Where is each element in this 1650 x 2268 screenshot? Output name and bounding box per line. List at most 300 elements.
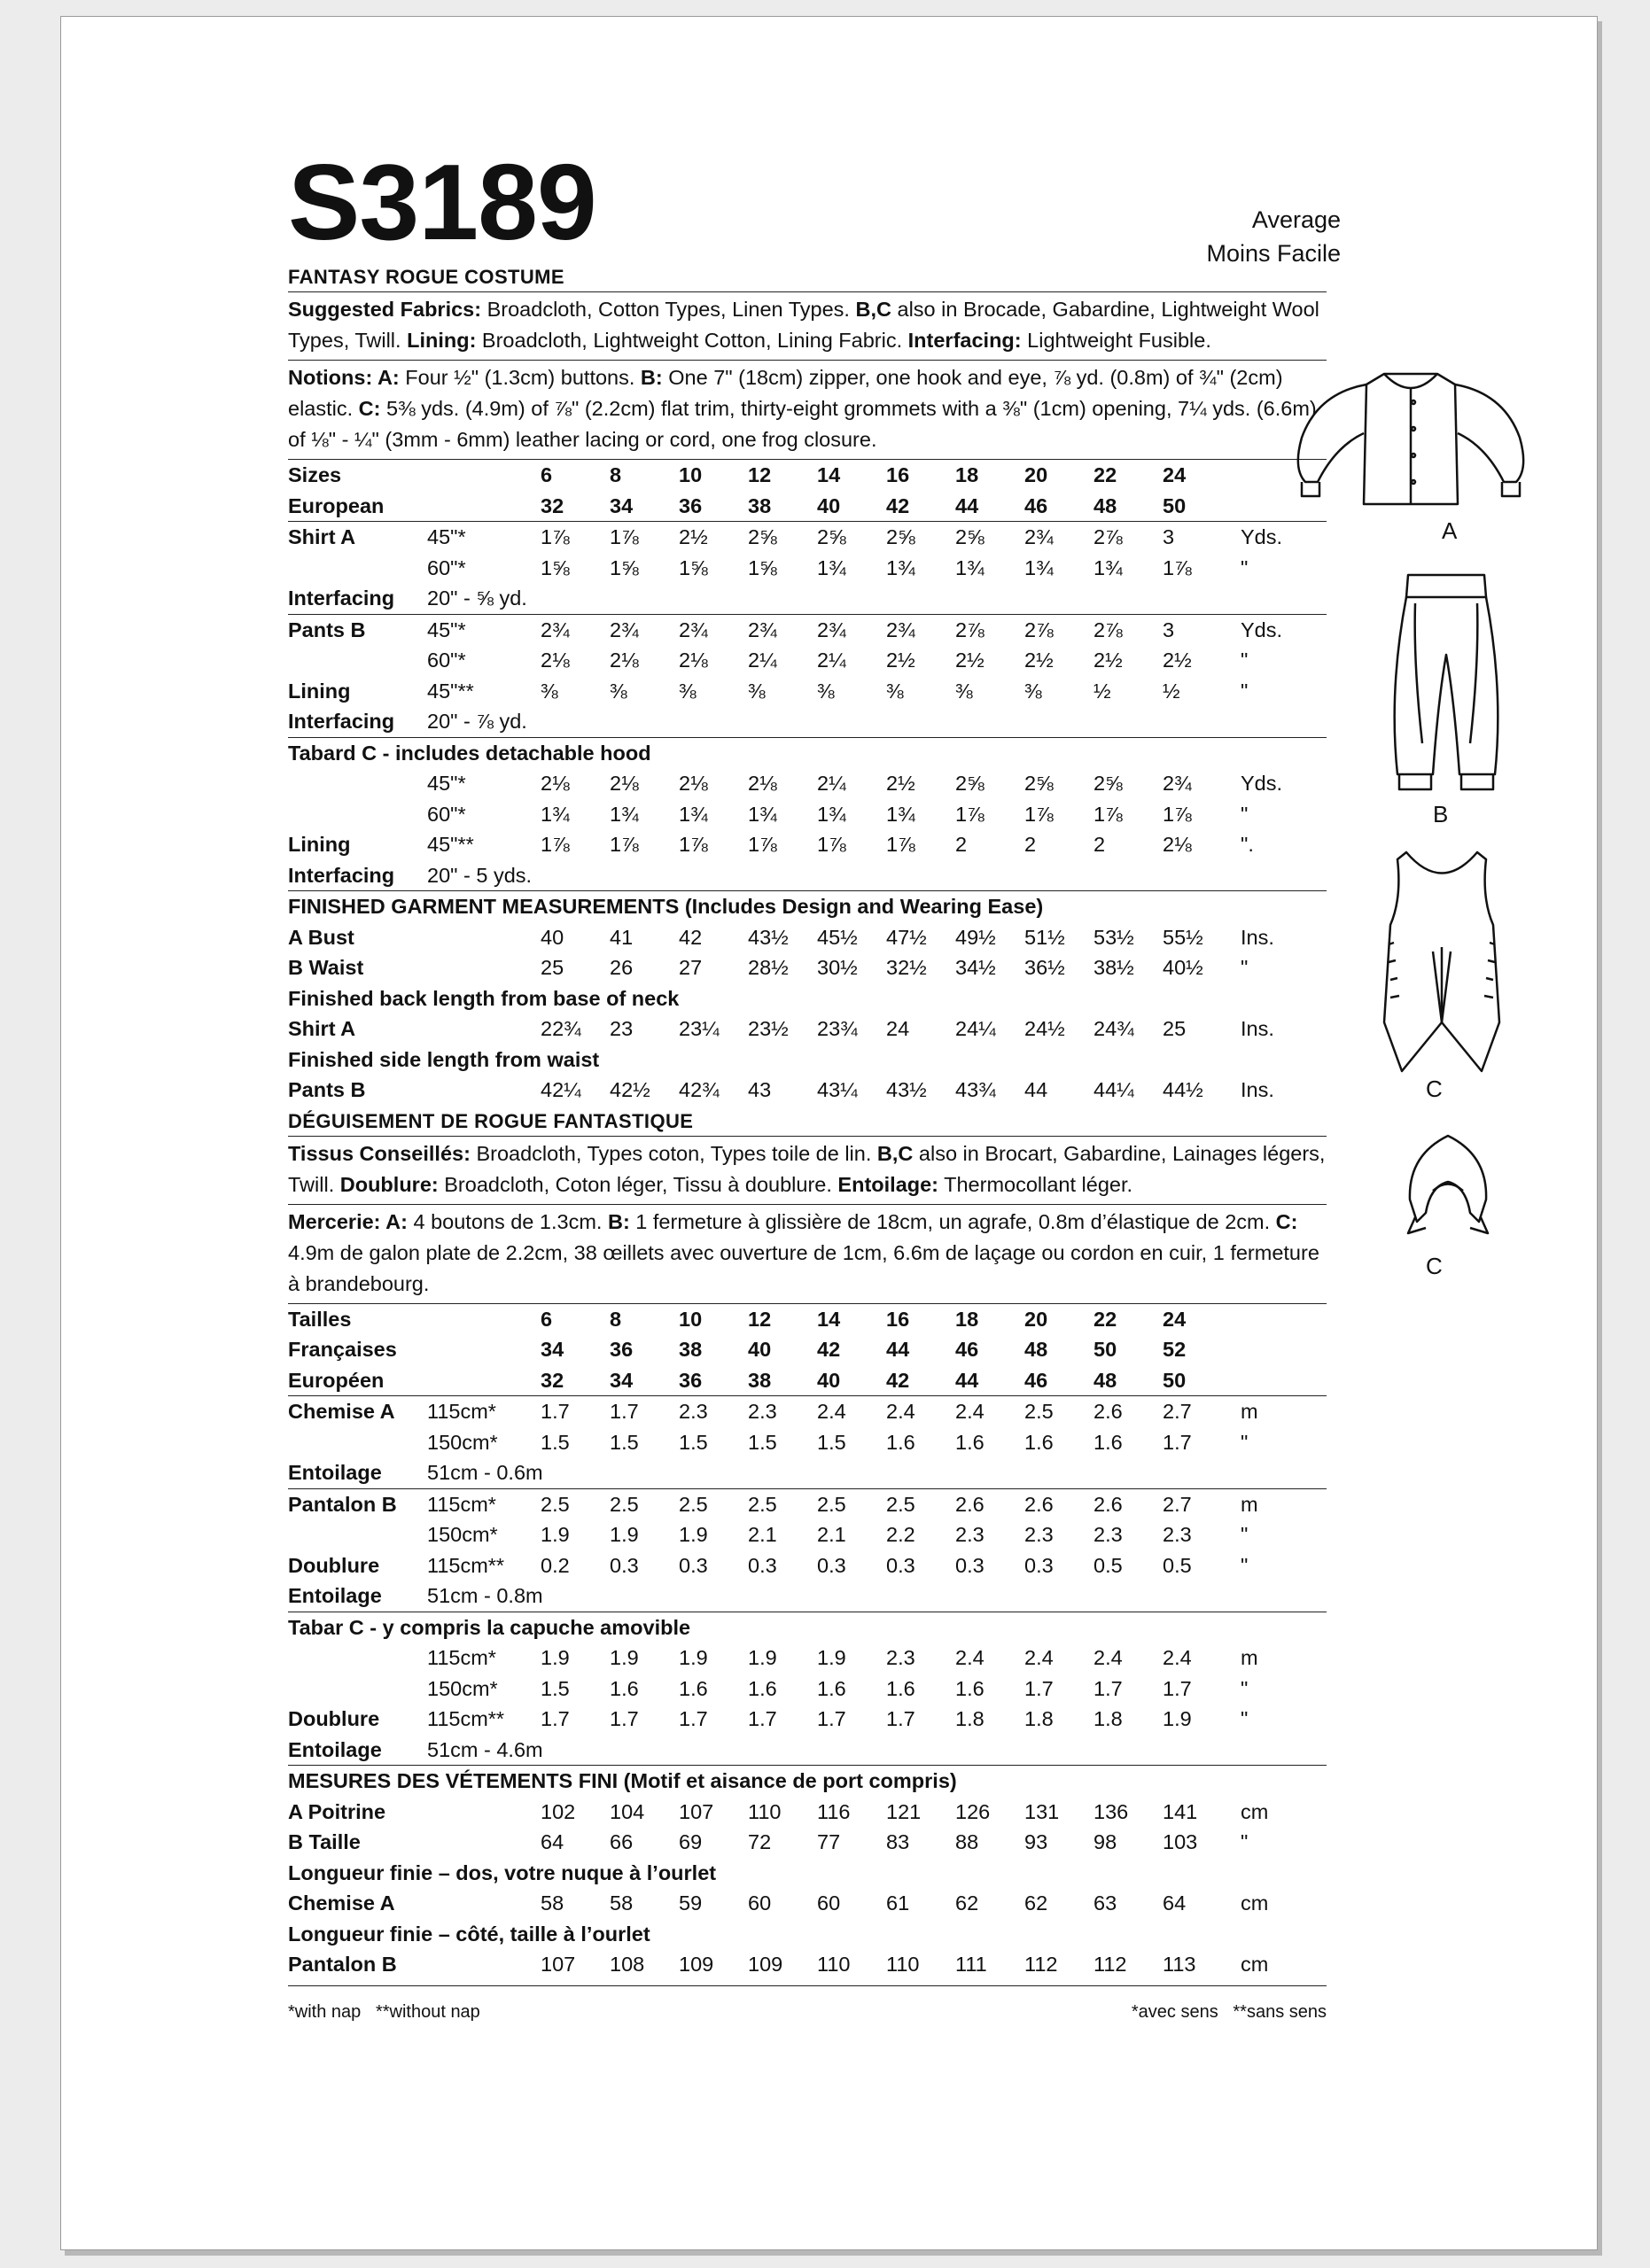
size-cell: 10 [679, 460, 748, 491]
unit-cell: " [1241, 555, 1249, 579]
row-label [288, 645, 427, 676]
row-label: Pants B [288, 614, 427, 645]
pants-row [288, 614, 1327, 645]
value-cell: 2⅛ [1163, 833, 1192, 856]
value-cell: 2.2 [886, 1523, 915, 1546]
unit-cell: Ins. [1241, 925, 1274, 949]
fr-fabrics-interfacing-label: Entoilage: [837, 1172, 939, 1196]
row-width: 60"* [427, 802, 466, 826]
value-cell: 1.6 [610, 1676, 639, 1700]
value-cell: 1.6 [955, 1430, 985, 1454]
row-label: Chemise A [288, 1396, 427, 1427]
pattern-content [288, 141, 1341, 2023]
pants-row [288, 645, 1327, 676]
unit-cell: " [1241, 956, 1249, 979]
unit-cell: ". [1241, 833, 1254, 856]
row-width: 60"* [427, 555, 466, 579]
value-cell: 2⅝ [748, 522, 817, 553]
row-label: A Poitrine [288, 1799, 386, 1823]
en-notions-label: Notions: [288, 366, 377, 389]
fr-notions-c-label: C: [1275, 1209, 1298, 1233]
value-cell: 38½ [1094, 956, 1134, 979]
hood-icon [1390, 1129, 1506, 1244]
size-cell: 48 [1094, 1368, 1117, 1392]
tabard-heading: Tabar C - y compris la capuche amovible [288, 1612, 1327, 1643]
value-cell: 1⅞ [1163, 555, 1192, 579]
value-cell: 24¼ [955, 1017, 996, 1040]
shirt-icon [1282, 349, 1539, 517]
value-cell: 2.4 [886, 1396, 955, 1427]
value-cell: 2.4 [1163, 1646, 1192, 1669]
row-label [288, 768, 427, 799]
size-cell: 40 [748, 1338, 772, 1361]
view-c-label: C [1426, 1076, 1443, 1102]
pattern-sheet [60, 16, 1598, 2250]
value-cell: 107 [541, 1953, 576, 1976]
size-cell: 40 [817, 493, 841, 517]
unit-cell: Yds. [1241, 772, 1283, 795]
size-cell: 48 [1094, 493, 1117, 517]
value-cell: 0.2 [541, 1553, 570, 1577]
value-cell: 2¾ [1163, 772, 1192, 795]
value-cell: 1.5 [679, 1430, 708, 1454]
pants-row [288, 1550, 1327, 1581]
value-cell: 40 [541, 925, 564, 949]
row-label: Interfacing [288, 863, 395, 887]
row-width: 45"* [427, 522, 541, 553]
size-cell: 34 [541, 1338, 564, 1361]
value-cell: 1.6 [817, 1676, 846, 1700]
value-cell: 1⅝ [541, 555, 570, 579]
fr-notions-a-label: A: [385, 1209, 408, 1233]
size-cell: 40 [817, 1368, 841, 1392]
value-cell: ⅜ [817, 679, 835, 703]
value-cell: 1.5 [817, 1430, 846, 1454]
tabard-row [288, 768, 1327, 799]
value-cell: 44½ [1163, 1078, 1203, 1101]
row-label: Pants B [288, 1078, 366, 1101]
row-width: 51cm - 0.6m [427, 1461, 543, 1484]
value-cell: 1⅞ [541, 522, 610, 553]
value-cell: 2.3 [679, 1396, 748, 1427]
row-width [427, 491, 541, 522]
unit-cell: Yds. [1232, 614, 1327, 645]
value-cell: 83 [886, 1830, 910, 1853]
unit-cell: Ins. [1241, 1078, 1274, 1101]
unit-cell: " [1241, 1553, 1249, 1577]
tabard-row [288, 1735, 1327, 1766]
pants-row [288, 1581, 1327, 1612]
value-cell: 25 [1163, 1017, 1187, 1040]
value-cell: ⅜ [886, 679, 904, 703]
value-cell: 2½ [1163, 649, 1192, 672]
value-cell: 2½ [1094, 649, 1123, 672]
row-label: Shirt A [288, 522, 427, 553]
value-cell: 62 [1024, 1891, 1048, 1915]
value-cell: 2.5 [817, 1488, 886, 1519]
value-cell: 2⅝ [886, 522, 955, 553]
en-fabrics-lining-label: Lining: [407, 329, 477, 352]
tabard-heading: Tabard C - includes detachable hood [288, 737, 1327, 768]
value-cell: 1⅝ [679, 555, 708, 579]
value-cell: 1.5 [748, 1430, 777, 1454]
row-width: 115cm** [427, 1553, 505, 1577]
value-cell: 112 [1024, 1953, 1058, 1976]
row-width [427, 1888, 541, 1919]
value-cell: 51½ [1024, 925, 1065, 949]
value-cell: 1.9 [541, 1523, 570, 1546]
side-length-heading [288, 1919, 1327, 1950]
back-length-heading [288, 983, 1327, 1014]
value-cell: 2.5 [748, 1488, 817, 1519]
value-cell: 2¼ [817, 772, 846, 795]
unit-cell: " [1241, 649, 1249, 672]
value-cell: 1.8 [1024, 1707, 1054, 1730]
row-label: Entoilage [288, 1461, 382, 1484]
back-length-row [288, 1888, 1327, 1919]
value-cell: 103 [1163, 1830, 1198, 1853]
value-cell: 0.3 [610, 1553, 639, 1577]
en-notions-c-label: C: [358, 397, 381, 420]
value-cell: 2.5 [541, 1488, 610, 1519]
value-cell: 24½ [1024, 1017, 1065, 1040]
value-cell: 2½ [679, 522, 748, 553]
value-cell: 2⅝ [1024, 772, 1054, 795]
value-cell: 1⅝ [610, 555, 639, 579]
value-cell: 2⅞ [1094, 522, 1163, 553]
value-cell: 2¾ [610, 614, 679, 645]
value-cell: 1⅞ [610, 833, 639, 856]
value-cell: 1¾ [748, 802, 777, 826]
value-cell: 109 [748, 1953, 783, 1976]
row-label: Interfacing [288, 710, 395, 733]
shirt-row [288, 1396, 1327, 1427]
value-cell: 1⅞ [541, 833, 570, 856]
finished-heading [288, 1766, 1327, 1797]
row-label: B Waist [288, 956, 364, 979]
value-cell: 2.3 [1163, 1523, 1192, 1546]
value-cell: 2 [1094, 833, 1106, 856]
value-cell: 0.3 [679, 1553, 708, 1577]
value-cell: 2 [1024, 833, 1037, 856]
row-label: B Taille [288, 1830, 361, 1853]
value-cell: 42¾ [679, 1078, 720, 1101]
value-cell: 24 [886, 1017, 910, 1040]
difficulty-level [1206, 203, 1341, 270]
value-cell: 63 [1094, 1891, 1117, 1915]
row-label: Françaises [288, 1338, 397, 1361]
value-cell: 2⅝ [1094, 772, 1123, 795]
difficulty-fr: Moins Facile [1206, 240, 1341, 267]
unit-cell: m [1232, 1488, 1327, 1519]
value-cell: 2⅛ [679, 649, 708, 672]
value-cell: 1.9 [610, 1523, 639, 1546]
shirt-row [288, 1427, 1327, 1458]
unit-cell: Yds. [1232, 522, 1327, 553]
value-cell: 110 [748, 1799, 782, 1823]
value-cell: 0.5 [1094, 1553, 1123, 1577]
row-width [427, 1949, 541, 1980]
en-title: FANTASY ROGUE COSTUME [288, 266, 564, 288]
value-cell: 28½ [748, 956, 789, 979]
fr-fabrics-bc: B,C [876, 1141, 914, 1165]
value-cell: 23½ [748, 1017, 789, 1040]
size-cell: 52 [1163, 1338, 1187, 1361]
value-cell: 49½ [955, 925, 996, 949]
en-notions-b-label: B: [640, 366, 663, 389]
value-cell: 1.7 [541, 1707, 570, 1730]
value-cell: 1.7 [679, 1707, 708, 1730]
value-cell: 1.9 [679, 1523, 708, 1546]
value-cell: 131 [1024, 1799, 1060, 1823]
row-width [427, 1014, 541, 1045]
fr-notions [288, 1207, 1327, 1300]
value-cell: 141 [1163, 1799, 1198, 1823]
row-label: Chemise A [288, 1891, 395, 1915]
size-cell: 36 [679, 493, 703, 517]
value-cell: 2.3 [1094, 1523, 1123, 1546]
value-cell: 113 [1163, 1953, 1196, 1976]
value-cell: 110 [886, 1953, 920, 1976]
tabard-row [288, 1674, 1327, 1705]
fr-title: DÉGUISEMENT DE ROGUE FANTASTIQUE [288, 1109, 694, 1132]
value-cell: 1⅝ [748, 555, 777, 579]
size-cell: 50 [1163, 1368, 1187, 1392]
size-cell: 14 [817, 1303, 886, 1334]
unit-cell [1232, 1334, 1327, 1365]
row-label: Shirt A [288, 1017, 356, 1040]
value-cell: 23 [610, 1017, 634, 1040]
row-label: Doublure [288, 1553, 380, 1577]
value-cell: 1.7 [1094, 1676, 1123, 1700]
tabard-row [288, 860, 1327, 891]
value-cell: 1.8 [1094, 1707, 1123, 1730]
value-cell: 1⅞ [679, 833, 708, 856]
value-cell: 1.5 [610, 1430, 639, 1454]
value-cell: 43¼ [817, 1078, 858, 1101]
size-cell: 42 [886, 1368, 910, 1392]
value-cell: 43½ [886, 1078, 927, 1101]
row-width: 115cm* [427, 1646, 496, 1669]
value-cell: 2.4 [1024, 1646, 1054, 1669]
value-cell: 0.3 [817, 1553, 846, 1577]
tabard-heading [288, 737, 1327, 768]
finished-row [288, 922, 1327, 953]
size-cell: 50 [1094, 1338, 1117, 1361]
shirt-row [288, 522, 1327, 553]
value-cell: 2.3 [886, 1646, 915, 1669]
sizes-row [288, 1303, 1327, 1334]
value-cell: 2 [955, 833, 968, 856]
value-cell: 2.6 [1094, 1488, 1163, 1519]
row-width [427, 1827, 541, 1858]
value-cell: 43¾ [955, 1078, 996, 1101]
back-length-heading: Finished back length from base of neck [288, 986, 680, 1010]
row-width: 20" - ⅞ yd. [427, 710, 527, 733]
value-cell: 1.6 [1024, 1430, 1054, 1454]
value-cell: 1⅞ [748, 833, 777, 856]
value-cell: 2¼ [817, 649, 846, 672]
pants-icon [1380, 566, 1513, 801]
value-cell: ⅜ [541, 679, 558, 703]
row-width: 115cm* [427, 1396, 541, 1427]
value-cell: 110 [817, 1953, 851, 1976]
value-cell: 116 [817, 1799, 851, 1823]
value-cell: 111 [955, 1953, 987, 1976]
value-cell: ⅜ [610, 679, 627, 703]
row-label [288, 1674, 427, 1705]
value-cell: 1.7 [541, 1396, 610, 1427]
fr-fabrics-text3: Broadcloth, Coton léger, Tissu à doublure. [438, 1172, 838, 1196]
view-c-hood-label: C [1426, 1253, 1443, 1279]
size-cell: 8 [610, 1303, 679, 1334]
value-cell: 2¾ [679, 614, 748, 645]
unit-cell [1232, 1303, 1327, 1334]
fr-yardage-table [288, 1303, 1327, 1980]
unit-cell: " [1241, 1830, 1249, 1853]
size-cell: 24 [1163, 1303, 1232, 1334]
value-cell: 0.3 [955, 1553, 985, 1577]
fr-notions-b-label: B: [607, 1209, 630, 1233]
back-length-heading [288, 1858, 1327, 1889]
size-cell: 18 [955, 460, 1024, 491]
value-cell: 2.4 [817, 1396, 886, 1427]
value-cell: 1⅞ [1024, 802, 1054, 826]
value-cell: 2⅞ [955, 614, 1024, 645]
row-width: 45"** [427, 833, 474, 856]
value-cell: 2.5 [679, 1488, 748, 1519]
fr-notions-c: 4.9m de galon plate de 2.2cm, 38 œillets avec ouverture de 1cm, 6.6m de laçage ou cordon en cuir, 1 fermeture à brandebourg. [288, 1240, 1319, 1295]
row-label: Européen [288, 1368, 385, 1392]
value-cell: 2.3 [748, 1396, 817, 1427]
value-cell: 1.7 [748, 1707, 777, 1730]
row-width: 45"* [427, 772, 466, 795]
unit-cell: " [1241, 1523, 1249, 1546]
value-cell: 1¾ [817, 802, 846, 826]
row-width: 60"* [427, 649, 466, 672]
size-cell: 46 [1024, 1368, 1048, 1392]
unit-cell: cm [1241, 1799, 1269, 1823]
finished-row [288, 1827, 1327, 1858]
value-cell: 60 [817, 1891, 841, 1915]
value-cell: 77 [817, 1830, 841, 1853]
value-cell: 1.9 [541, 1646, 570, 1669]
european-sizes-row [288, 491, 1327, 522]
size-cell: 36 [610, 1338, 634, 1361]
value-cell: 1⅞ [610, 522, 679, 553]
value-cell: 23¾ [817, 1017, 858, 1040]
finished-heading: FINISHED GARMENT MEASUREMENTS (Includes Design and Wearing Ease) [288, 891, 1327, 922]
row-label: Tailles [288, 1303, 427, 1334]
shirt-row [288, 583, 1327, 614]
value-cell: 43½ [748, 925, 789, 949]
row-label: A Bust [288, 925, 354, 949]
back-length-heading: Longueur finie – dos, votre nuque à l’ourlet [288, 1860, 717, 1884]
unit-cell: cm [1241, 1891, 1269, 1915]
size-cell: 50 [1163, 493, 1187, 517]
value-cell: 1.7 [1024, 1676, 1054, 1700]
size-cell: 36 [679, 1368, 703, 1392]
value-cell: 32½ [886, 956, 927, 979]
row-width: 51cm - 0.8m [427, 1584, 543, 1607]
row-label: Doublure [288, 1707, 380, 1730]
value-cell: 66 [610, 1830, 634, 1853]
value-cell: 1.7 [610, 1396, 679, 1427]
value-cell: 1.9 [817, 1646, 846, 1669]
value-cell: 2¾ [817, 614, 886, 645]
value-cell: 1.7 [817, 1707, 846, 1730]
value-cell: 1.5 [541, 1430, 570, 1454]
value-cell: 41 [610, 925, 634, 949]
pants-row [288, 676, 1327, 707]
row-width: 150cm* [427, 1676, 498, 1700]
value-cell: 1¾ [955, 555, 985, 579]
size-cell: 18 [955, 1303, 1024, 1334]
value-cell: 36½ [1024, 956, 1065, 979]
value-cell: 2½ [1024, 649, 1054, 672]
row-label: European [288, 493, 385, 517]
value-cell: 1¾ [1024, 555, 1054, 579]
row-width [427, 922, 541, 953]
size-cell: 38 [748, 1368, 772, 1392]
side-length-row [288, 1949, 1327, 1980]
value-cell: 42¼ [541, 1078, 581, 1101]
en-fabrics-text4: Lightweight Fusible. [1021, 329, 1211, 352]
fr-fabrics-text2: also in Brocart, Gabardine, Lainages légers, Twill. [288, 1141, 1326, 1196]
row-width [427, 1797, 541, 1828]
value-cell: 1¾ [679, 802, 708, 826]
value-cell: 2¾ [541, 614, 610, 645]
value-cell: 1⅞ [955, 802, 985, 826]
en-fabrics [288, 294, 1327, 356]
size-cell: 32 [541, 493, 564, 517]
value-cell: 102 [541, 1799, 576, 1823]
value-cell: 1¾ [541, 802, 570, 826]
finished-heading: MESURES DES VÉTEMENTS FINI (Motif et aisance de port compris) [288, 1766, 1327, 1797]
value-cell: 23¼ [679, 1017, 720, 1040]
value-cell: 3 [1163, 522, 1232, 553]
row-label: Pantalon B [288, 1488, 427, 1519]
en-fabrics-interfacing-label: Interfacing: [907, 329, 1022, 352]
unit-cell: " [1241, 1707, 1249, 1730]
value-cell: 25 [541, 956, 564, 979]
value-cell: 108 [610, 1953, 645, 1976]
value-cell: 1.6 [955, 1676, 985, 1700]
unit-cell: cm [1241, 1953, 1269, 1976]
value-cell: 107 [679, 1799, 714, 1823]
row-width [427, 1303, 541, 1334]
value-cell: 3 [1163, 614, 1232, 645]
en-notions [288, 362, 1327, 455]
row-width: 20" - ⅝ yd. [427, 586, 527, 610]
size-cell: 12 [748, 460, 817, 491]
value-cell: 64 [541, 1830, 564, 1853]
value-cell: 1.6 [1094, 1430, 1123, 1454]
fr-fabrics-label: Tissus Conseillés: [288, 1141, 471, 1165]
value-cell: 24¾ [1094, 1017, 1134, 1040]
value-cell: 27 [679, 956, 703, 979]
value-cell: 1.7 [1163, 1430, 1192, 1454]
size-cell: 8 [610, 460, 679, 491]
row-width [427, 952, 541, 983]
size-cell: 24 [1163, 460, 1232, 491]
finished-heading [288, 891, 1327, 922]
value-cell: 112 [1094, 1953, 1127, 1976]
value-cell: 2.5 [610, 1488, 679, 1519]
row-label [288, 799, 427, 830]
shirt-row [288, 553, 1327, 584]
size-cell: 6 [541, 460, 610, 491]
